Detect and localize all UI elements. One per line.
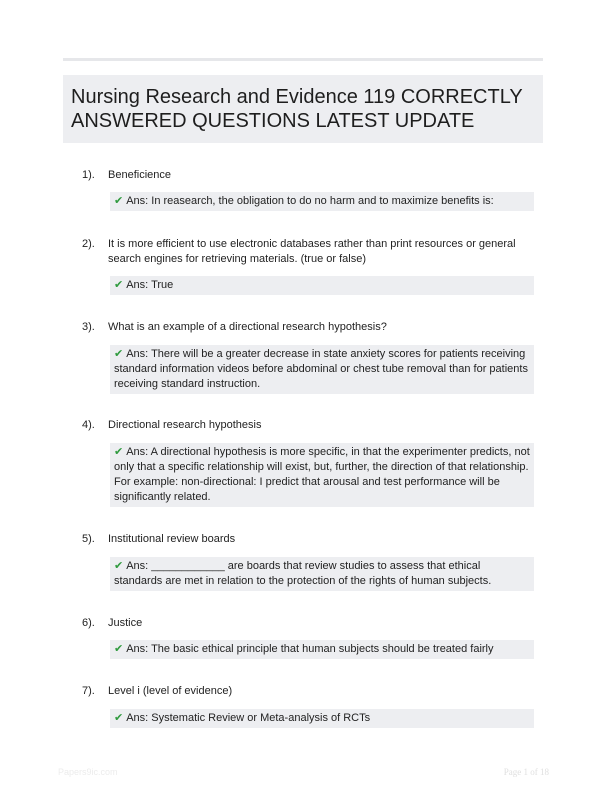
answer-box — [110, 640, 534, 659]
question-number: 5). — [82, 533, 95, 545]
check-icon: ✔ — [114, 446, 124, 458]
answer-text: Ans: ____________ are boards that review studies to assess that ethical standards are met in relation to the protection of the rights of human subjects. — [114, 560, 492, 587]
check-icon: ✔ — [114, 348, 124, 360]
answer-text: Ans: There will be a greater decrease in state anxiety scores for patients receiving standard information videos before abdominal or chest tube removal than for patients receiving standard instruction. — [114, 348, 528, 390]
answer-box — [110, 557, 534, 591]
check-icon: ✔ — [114, 560, 124, 572]
question-number: 7). — [82, 685, 95, 697]
question-text: What is an example of a directional research hypothesis? — [108, 321, 387, 333]
answer-text: Ans: A directional hypothesis is more specific, in that the experimenter predicts, not only that a specific relationship will exist, but, further, the direction of that relationship. For example: non-directional: I predict that arousal and test performance will be significantly related. — [114, 446, 530, 503]
document-title: Nursing Research and Evidence 119 CORRECTLY ANSWERED QUESTIONS LATEST UPDATE — [71, 86, 523, 132]
answer-text: Ans: The basic ethical principle that human subjects should be treated fairly — [126, 643, 494, 655]
question-number: 6). — [82, 617, 95, 629]
answer-box — [110, 276, 534, 295]
question-text: Level i (level of evidence) — [108, 685, 233, 697]
check-icon: ✔ — [114, 643, 124, 655]
question-text: It is more efficient to use electronic databases rather than print resources or general search engines for retrieving materials. (true or false) — [108, 238, 516, 265]
question-text: Directional research hypothesis — [108, 419, 262, 431]
question-number: 1). — [82, 169, 95, 181]
question-text: Institutional review boards — [108, 533, 236, 545]
question-number: 3). — [82, 321, 95, 333]
question-text: Beneficience — [108, 169, 171, 181]
footer-page-number: Page 1 of 18 — [503, 767, 549, 777]
footer-site-watermark: Papers9ic.com — [58, 767, 118, 777]
question-number: 2). — [82, 238, 95, 250]
check-icon: ✔ — [114, 279, 124, 291]
answer-text: Ans: In reasearch, the obligation to do no harm and to maximize benefits is: — [126, 195, 494, 207]
check-icon: ✔ — [114, 712, 124, 724]
answer-box — [110, 709, 534, 728]
answer-text: Ans: Systematic Review or Meta-analysis of RCTs — [126, 712, 371, 724]
question-text: Justice — [108, 617, 143, 629]
question-number: 4). — [82, 419, 95, 431]
answer-box — [110, 443, 534, 507]
answer-box — [110, 192, 534, 211]
top-divider — [63, 58, 543, 61]
answer-text: Ans: True — [126, 279, 174, 291]
title-banner — [63, 75, 543, 143]
check-icon: ✔ — [114, 195, 124, 207]
answer-box — [110, 345, 534, 394]
